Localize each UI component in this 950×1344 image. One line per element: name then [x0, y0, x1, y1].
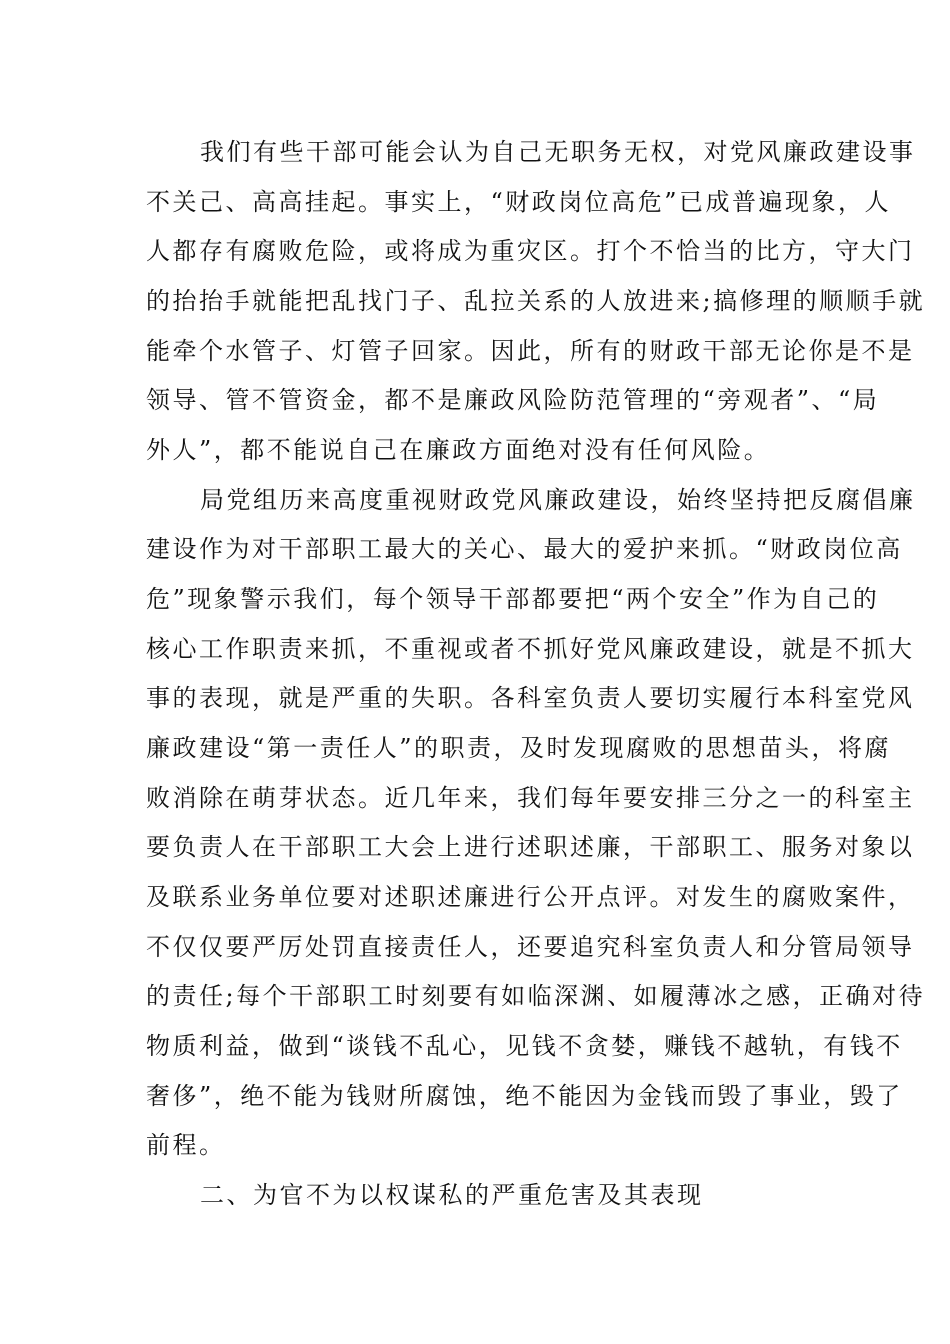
- paragraph-2-line-2: 建设作为对干部职工最大的关心、最大的爱护来抓。“财政岗位高: [146, 535, 903, 563]
- paragraph-2-line-3: 危”现象警示我们，每个领导干部都要把“两个安全”作为自己的: [146, 585, 880, 613]
- paragraph-1-line-5: 能牵个水管子、灯管子回家。因此，所有的财政干部无论你是不是: [146, 337, 915, 365]
- paragraph-2-line-7: 败消除在萌芽状态。近几年来，我们每年要安排三分之一的科室主: [146, 784, 915, 812]
- paragraph-2-line-11: 的责任;每个干部职工时刻要有如临深渊、如履薄冰之感，正确对待: [146, 982, 926, 1010]
- paragraph-1-line-1: 我们有些干部可能会认为自己无职务无权，对党风廉政建设事: [200, 138, 916, 166]
- paragraph-2-line-12: 物质利益，做到“谈钱不乱心，见钱不贪婪，赚钱不越轨，有钱不: [146, 1032, 903, 1060]
- section-heading: 二、为官不为以权谋私的严重危害及其表现: [200, 1181, 704, 1209]
- paragraph-2-line-6: 廉政建设“第一责任人”的职责，及时发现腐败的思想苗头，将腐: [146, 734, 892, 762]
- paragraph-2-line-10: 不仅仅要严厉处罚直接责任人，还要追究科室负责人和分管局领导: [146, 933, 915, 961]
- paragraph-2-line-9: 及联系业务单位要对述职述廉进行公开点评。对发生的腐败案件，: [146, 883, 915, 911]
- paragraph-2-line-8: 要负责人在干部职工大会上进行述职述廉，干部职工、服务对象以: [146, 833, 915, 861]
- paragraph-1-line-3: 人都存有腐败危险，或将成为重灾区。打个不恰当的比方，守大门: [146, 237, 915, 265]
- paragraph-1-line-7: 外人”，都不能说自己在廉政方面绝对没有任何风险。: [146, 436, 771, 464]
- paragraph-1-line-2: 不关己、高高挂起。事实上，“财政岗位高危”已成普遍现象，人: [146, 188, 892, 216]
- paragraph-2-line-13: 奢侈”，绝不能为钱财所腐蚀，绝不能因为金钱而毁了事业，毁了: [146, 1082, 903, 1110]
- paragraph-2-line-4: 核心工作职责来抓，不重视或者不抓好党风廉政建设，就是不抓大: [146, 635, 915, 663]
- paragraph-1-line-6: 领导、管不管资金，都不是廉政风险防范管理的“旁观者”、“局: [146, 386, 880, 414]
- paragraph-2-line-5: 事的表现，就是严重的失职。各科室负责人要切实履行本科室党风: [146, 684, 915, 712]
- paragraph-2-line-1: 局党组历来高度重视财政党风廉政建设，始终坚持把反腐倡廉: [200, 486, 916, 514]
- paragraph-2-line-14: 前程。: [146, 1131, 226, 1159]
- paragraph-1-line-4: 的抬抬手就能把乱找门子、乱拉关系的人放进来;搞修理的顺顺手就: [146, 287, 926, 315]
